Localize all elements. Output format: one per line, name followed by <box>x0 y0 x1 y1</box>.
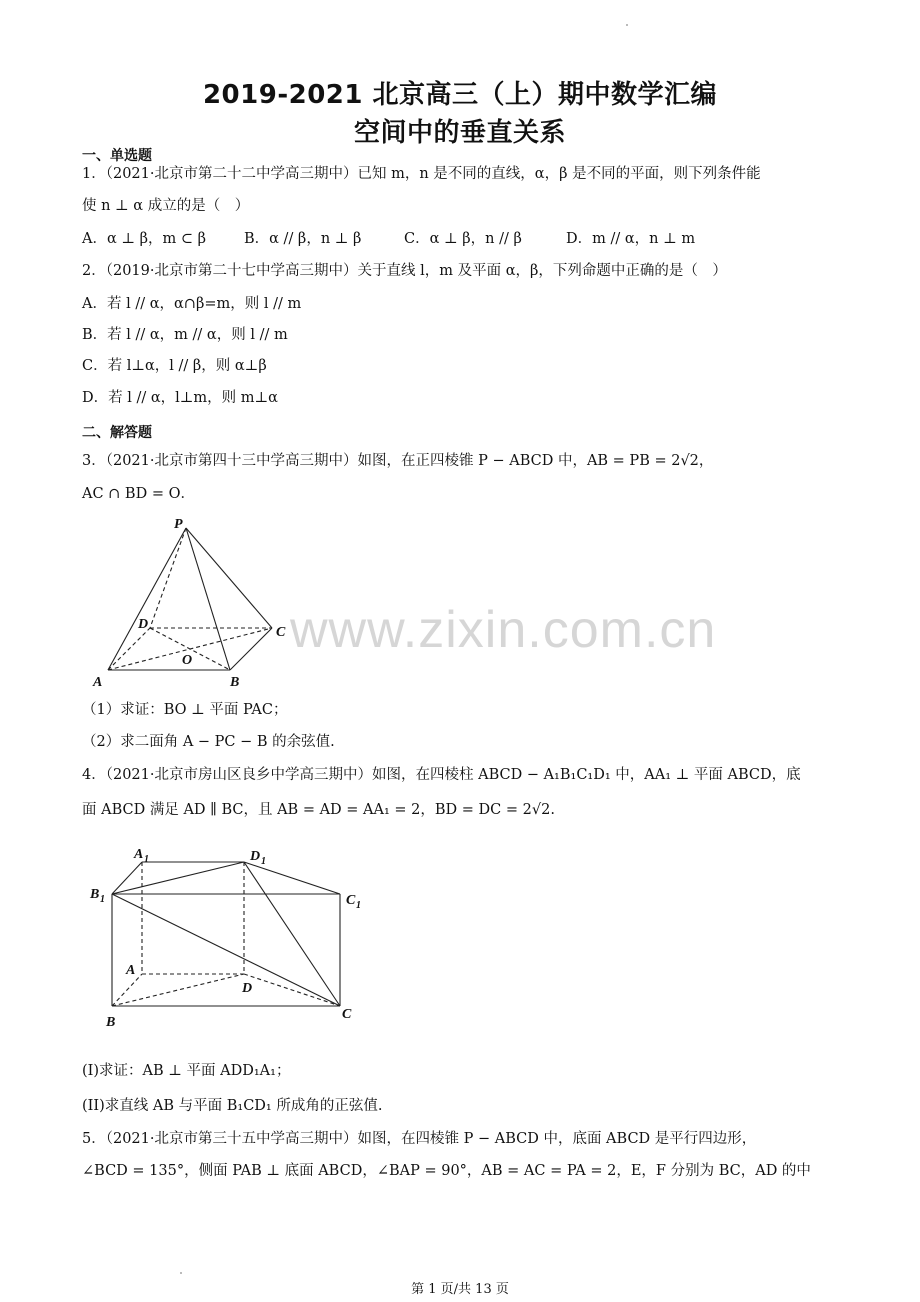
q2-option-b: B．若 l // α，m // α，则 l // m <box>82 327 288 343</box>
q4-label-d1-sub: 1 <box>261 856 266 867</box>
q4-label-d1: D <box>250 849 261 864</box>
q4-label-d: D <box>242 981 253 996</box>
q3-pyramid-figure <box>88 512 298 692</box>
q3-part1: （1）求证：BO ⊥ 平面 PAC； <box>82 702 288 718</box>
q3-label-a: A <box>93 675 103 690</box>
q1-option-b: B．α // β，n ⊥ β <box>244 231 362 247</box>
q2-option-d: D．若 l // α，l⊥m，则 m⊥α <box>82 390 278 406</box>
q3-label-d: D <box>138 617 149 632</box>
scan-dot <box>180 1272 182 1274</box>
q3-label-c: C <box>276 625 286 640</box>
q2-option-c: C．若 l⊥α，l // β，则 α⊥β <box>82 358 267 374</box>
q1-option-d: D．m // α，n ⊥ m <box>566 231 696 247</box>
page-footer: 第 1 页/共 13 页 <box>411 1282 509 1297</box>
q4-label-a1-sub: 1 <box>144 854 149 865</box>
q3-label-b: B <box>230 675 240 690</box>
q4-label-b1-sub: 1 <box>100 894 105 905</box>
section-single-choice: 一、单选题 <box>82 148 152 164</box>
q2-line1: 2．（2019·北京市第二十七中学高三期中）关于直线 l，m 及平面 α，β，下列命题中正确的是（ ） <box>82 263 727 279</box>
q5-line1: 5．（2021·北京市第三十五中学高三期中）如图，在四棱锥 P − ABCD 中，底面 ABCD 是平行四边形， <box>82 1131 757 1147</box>
q4-part1: (I)求证：AB ⊥ 平面 ADD₁A₁； <box>82 1063 291 1079</box>
q1-line2: 使 n ⊥ α 成立的是（ ） <box>82 198 250 214</box>
q3-line1: 3．（2021·北京市第四十三中学高三期中）如图，在正四棱锥 P − ABCD 中，AB = PB = 2√2， <box>82 453 714 469</box>
q4-label-b1: B <box>90 887 100 902</box>
q1-option-c: C．α ⊥ β，n // β <box>404 231 522 247</box>
q2-option-a: A．若 l // α，α∩β=m，则 l // m <box>82 296 302 312</box>
q4-part2: (II)求直线 AB 与平面 B₁CD₁ 所成角的正弦值. <box>82 1098 383 1114</box>
q5-line2: ∠BCD = 135°，侧面 PAB ⊥ 底面 ABCD，∠BAP = 90°，AB = AC = PA = 2，E，F 分别为 BC，AD 的中 <box>82 1163 811 1179</box>
q1-option-a: A．α ⊥ β，m ⊂ β <box>82 231 207 247</box>
q3-part2: （2）求二面角 A − PC − B 的余弦值. <box>82 734 335 750</box>
q4-label-c: C <box>342 1007 352 1022</box>
q3-label-p: P <box>174 517 183 532</box>
q4-prism-figure <box>88 836 378 1036</box>
scan-dot <box>626 24 628 26</box>
doc-subtitle: 空间中的垂直关系 <box>353 118 566 148</box>
q4-label-a1: A <box>134 847 144 862</box>
q3-line2: AC ∩ BD = O． <box>82 486 195 502</box>
q4-label-c1-sub: 1 <box>356 900 361 911</box>
q4-line1: 4．（2021·北京市房山区良乡中学高三期中）如图，在四棱柱 ABCD − A₁B₁C₁D₁ 中，AA₁ ⊥ 平面 ABCD，底 <box>82 767 801 783</box>
q4-label-a: A <box>126 963 136 978</box>
q4-line2: 面 ABCD 满足 AD ∥ BC，且 AB = AD = AA₁ = 2，BD = DC = 2√2. <box>82 802 555 818</box>
q4-label-c1: C <box>346 893 356 908</box>
q3-label-o: O <box>182 653 193 668</box>
q4-label-b: B <box>106 1015 116 1030</box>
doc-title: 2019-2021 北京高三（上）期中数学汇编 <box>202 80 718 110</box>
section-solution: 二、解答题 <box>82 425 152 441</box>
q1-line1: 1．（2021·北京市第二十二中学高三期中）已知 m，n 是不同的直线，α，β 是不同的平面，则下列条件能 <box>82 166 761 182</box>
watermark: www.zixin.com.cn <box>290 601 717 659</box>
